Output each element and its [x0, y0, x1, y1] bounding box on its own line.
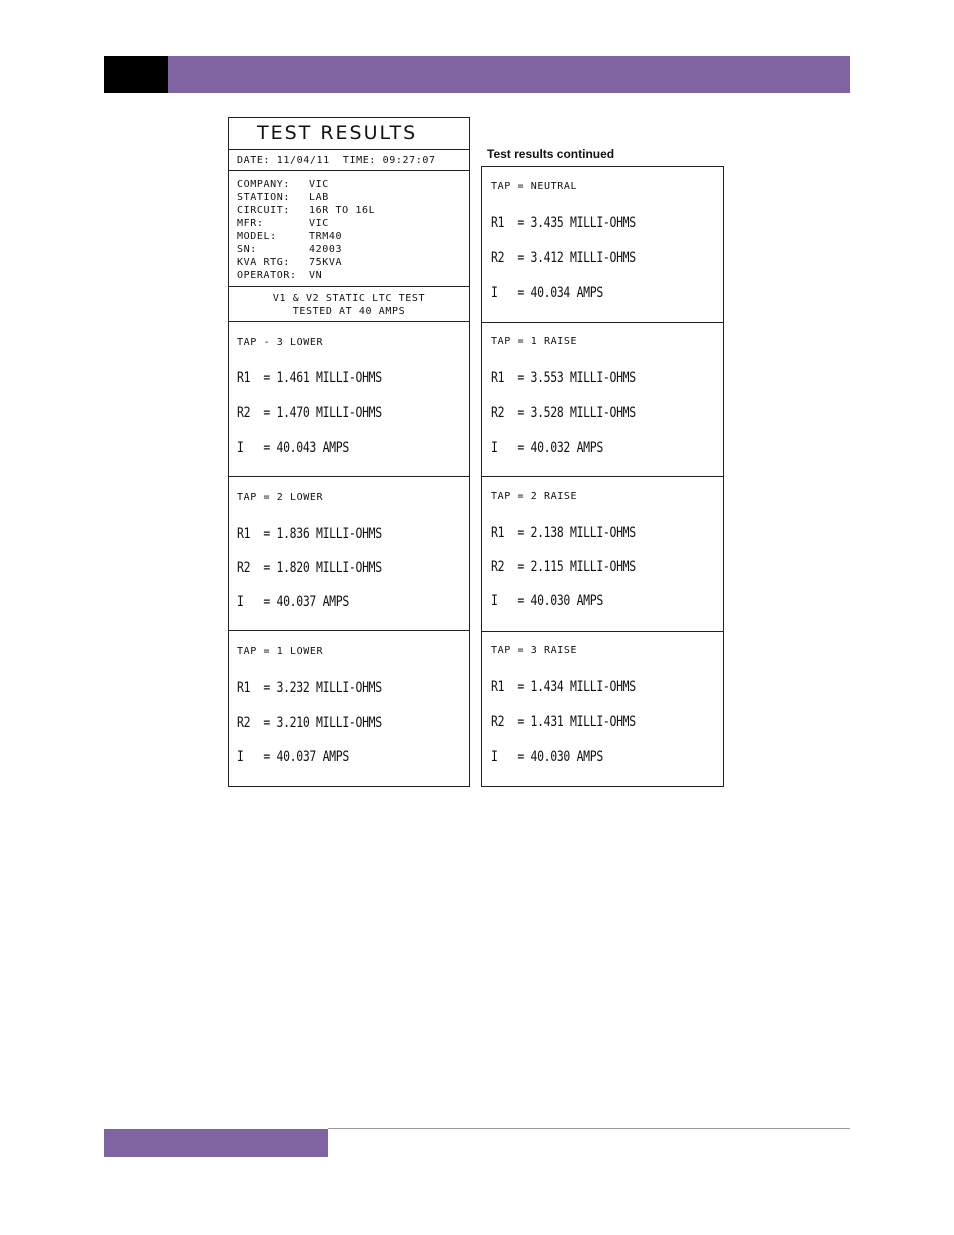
current-reading: I = 40.030 AMPS	[491, 593, 603, 609]
info-value-kva: 75KVA	[309, 257, 343, 268]
divider	[482, 322, 723, 323]
r2-reading: R2 = 1.820 MILLI-OHMS	[237, 560, 382, 576]
info-value-company: VIC	[309, 179, 329, 190]
info-label-kva: KVA RTG:	[237, 257, 290, 268]
divider	[229, 321, 469, 322]
tap-label: TAP = 1 LOWER	[237, 646, 324, 657]
tap-label: TAP = NEUTRAL	[491, 181, 578, 192]
r2-reading: R2 = 1.470 MILLI-OHMS	[237, 405, 382, 421]
r2-reading: R2 = 3.210 MILLI-OHMS	[237, 715, 382, 731]
info-value-sn: 42003	[309, 244, 343, 255]
r1-reading: R1 = 3.553 MILLI-OHMS	[491, 370, 636, 386]
current-reading: I = 40.034 AMPS	[491, 285, 603, 301]
footer-purple-bar	[104, 1129, 328, 1157]
tap-label: TAP - 3 LOWER	[237, 337, 324, 348]
r1-reading: R1 = 3.232 MILLI-OHMS	[237, 680, 382, 696]
divider	[482, 476, 723, 477]
date-time-line: DATE: 11/04/11 TIME: 09:27:07	[237, 155, 436, 166]
info-label-circuit: CIRCUIT:	[237, 205, 290, 216]
header-black-block	[104, 56, 168, 93]
info-value-operator: VN	[309, 270, 323, 281]
divider	[229, 476, 469, 477]
test-description-line1: V1 & V2 STATIC LTC TEST	[272, 293, 426, 304]
r2-reading: R2 = 2.115 MILLI-OHMS	[491, 559, 636, 575]
info-label-company: COMPANY:	[237, 179, 290, 190]
r1-reading: R1 = 1.461 MILLI-OHMS	[237, 370, 382, 386]
current-reading: I = 40.032 AMPS	[491, 440, 603, 456]
tap-label: TAP = 3 RAISE	[491, 645, 578, 656]
divider	[482, 631, 723, 632]
tap-label: TAP = 2 LOWER	[237, 492, 324, 503]
r2-reading: R2 = 1.431 MILLI-OHMS	[491, 714, 636, 730]
current-reading: I = 40.043 AMPS	[237, 440, 349, 456]
r1-reading: R1 = 3.435 MILLI-OHMS	[491, 215, 636, 231]
r2-reading: R2 = 3.412 MILLI-OHMS	[491, 250, 636, 266]
info-value-circuit: 16R TO 16L	[309, 205, 376, 216]
info-value-station: LAB	[309, 192, 329, 203]
r1-reading: R1 = 1.836 MILLI-OHMS	[237, 526, 382, 542]
r2-reading: R2 = 3.528 MILLI-OHMS	[491, 405, 636, 421]
test-description-line2: TESTED AT 40 AMPS	[292, 306, 406, 317]
info-label-mfr: MFR:	[237, 218, 264, 229]
info-label-station: STATION:	[237, 192, 290, 203]
continued-caption: Test results continued	[487, 147, 615, 161]
footer-rule	[328, 1128, 850, 1129]
info-label-sn: SN:	[237, 244, 257, 255]
info-label-model: MODEL:	[237, 231, 277, 242]
divider	[229, 170, 469, 171]
test-results-printout	[228, 117, 470, 787]
info-label-operator: OPERATOR:	[237, 270, 297, 281]
test-results-continued-printout	[481, 166, 724, 787]
divider	[229, 630, 469, 631]
current-reading: I = 40.037 AMPS	[237, 749, 349, 765]
r1-reading: R1 = 1.434 MILLI-OHMS	[491, 679, 636, 695]
info-value-mfr: VIC	[309, 218, 329, 229]
r1-reading: R1 = 2.138 MILLI-OHMS	[491, 525, 636, 541]
divider	[229, 149, 469, 150]
tap-label: TAP = 1 RAISE	[491, 336, 578, 347]
header-purple-bar	[168, 56, 850, 93]
divider	[229, 286, 469, 287]
tap-label: TAP = 2 RAISE	[491, 491, 578, 502]
current-reading: I = 40.037 AMPS	[237, 594, 349, 610]
current-reading: I = 40.030 AMPS	[491, 749, 603, 765]
info-value-model: TRM40	[309, 231, 343, 242]
printout-title: TEST RESULTS	[257, 122, 418, 144]
